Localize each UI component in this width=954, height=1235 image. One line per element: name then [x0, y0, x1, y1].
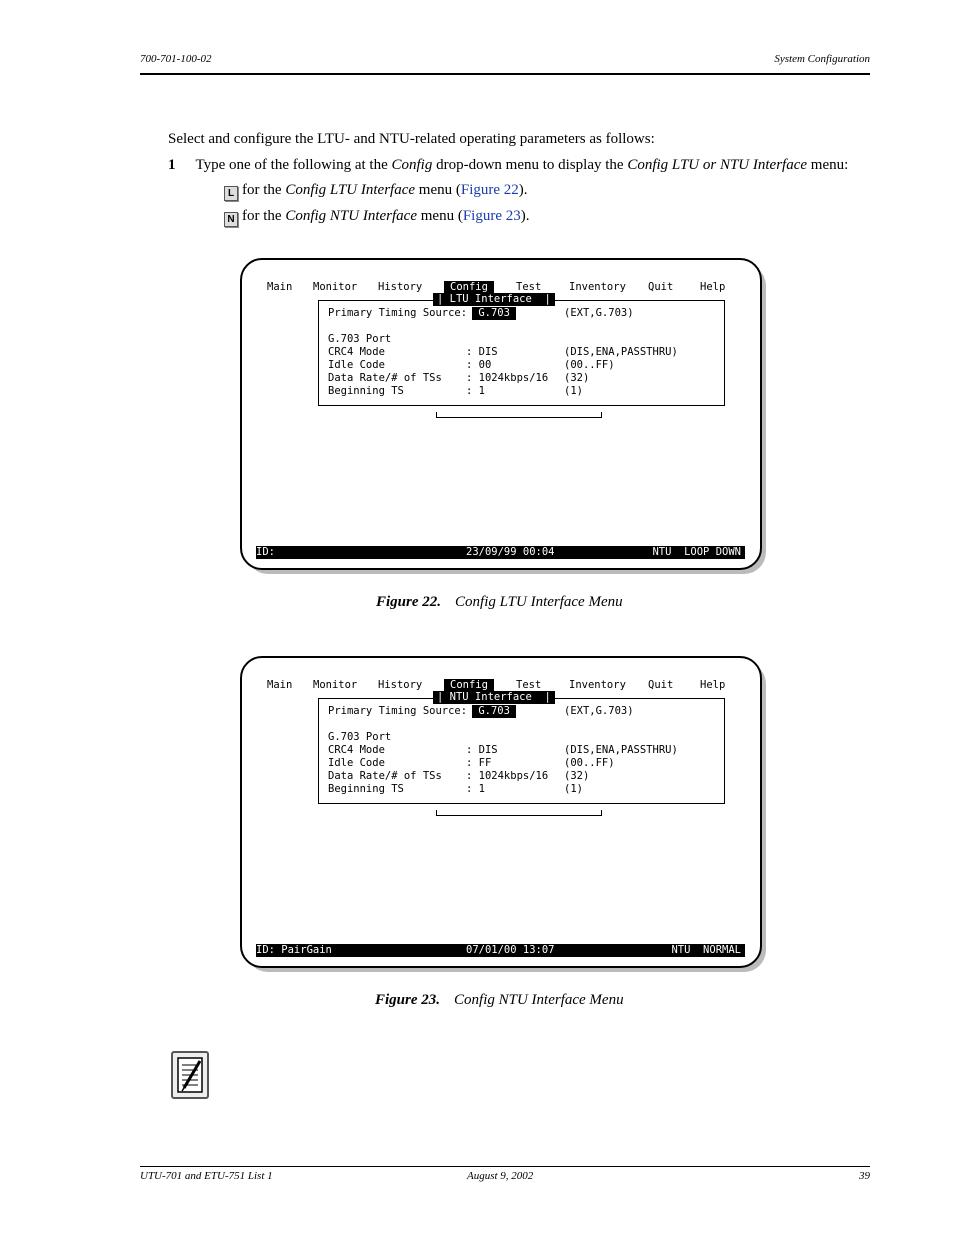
- intro-paragraph: Select and configure the LTU- and NTU-related operating parameters as follows:: [168, 131, 655, 147]
- field-value[interactable]: : 00: [466, 359, 492, 371]
- status-id: ID: PairGain: [256, 944, 332, 956]
- field-label: Idle Code: [328, 757, 385, 769]
- step-1: 1 Type one of the following at the Config drop-down menu to display the Config LTU or NTU Interface menu:: [168, 157, 849, 173]
- field-range: (32): [564, 770, 590, 782]
- figure-22-link[interactable]: Figure 22: [460, 182, 519, 198]
- section-title: System Configuration: [774, 53, 870, 65]
- field-range: (1): [564, 783, 583, 795]
- field-label: Data Rate/# of TSs: [328, 372, 442, 384]
- note-pencil-icon: [171, 1051, 209, 1099]
- field-label: Beginning TS: [328, 385, 404, 397]
- menu-test[interactable]: Test: [516, 281, 542, 293]
- port-title: G.703 Port: [328, 731, 392, 743]
- submenu-title: | NTU Interface |: [433, 691, 555, 704]
- submenu-title: | LTU Interface |: [433, 293, 555, 306]
- menu-inventory[interactable]: Inventory: [569, 281, 626, 293]
- menu-main[interactable]: Main: [267, 679, 293, 691]
- header-rule: [140, 73, 870, 75]
- menu-monitor[interactable]: Monitor: [313, 679, 358, 691]
- field-value[interactable]: : 1: [466, 783, 485, 795]
- field-value[interactable]: : 1024kbps/16: [466, 770, 549, 782]
- menu-help[interactable]: Help: [700, 679, 726, 691]
- menu-history[interactable]: History: [378, 679, 423, 691]
- menu-quit[interactable]: Quit: [648, 281, 674, 293]
- key-l-icon: L: [224, 186, 238, 201]
- menu-test[interactable]: Test: [516, 679, 542, 691]
- step-number: 1: [168, 157, 176, 173]
- field-label: Idle Code: [328, 359, 385, 371]
- terminal-screen-ntu: [240, 656, 762, 966]
- bullet-ltu: L for the Config LTU Interface menu (Figure 22).: [224, 181, 528, 201]
- footer-product: UTU-701 and ETU-751 List 1: [140, 1170, 273, 1182]
- field-range: (DIS,ENA,PASSTHRU): [564, 744, 678, 756]
- field-label: Beginning TS: [328, 783, 404, 795]
- status-timestamp: 23/09/99 00:04: [466, 546, 555, 558]
- field-value[interactable]: : FF: [466, 757, 492, 769]
- menu-help[interactable]: Help: [700, 281, 726, 293]
- timing-source-field[interactable]: G.703: [472, 705, 517, 717]
- figure-22-caption: Figure 22. Config LTU Interface Menu: [376, 594, 623, 610]
- timing-source-label: Primary Timing Source:: [328, 307, 468, 319]
- field-label: CRC4 Mode: [328, 346, 385, 358]
- status-bar: [256, 546, 745, 559]
- menu-config[interactable]: Config: [444, 679, 494, 692]
- status-state: NTU LOOP DOWN: [652, 546, 741, 558]
- timing-source-range: (EXT,G.703): [564, 307, 634, 319]
- menu-history[interactable]: History: [378, 281, 423, 293]
- status-timestamp: 07/01/00 13:07: [466, 944, 555, 956]
- menu-monitor[interactable]: Monitor: [313, 281, 358, 293]
- status-bar: [256, 944, 745, 957]
- timing-source-label: Primary Timing Source:: [328, 705, 468, 717]
- menu-inventory[interactable]: Inventory: [569, 679, 626, 691]
- field-value[interactable]: : DIS: [466, 744, 498, 756]
- timing-source-field[interactable]: G.703: [472, 307, 517, 319]
- figure-23-caption: Figure 23. Config NTU Interface Menu: [375, 992, 624, 1008]
- menu-config[interactable]: Config: [444, 281, 494, 294]
- port-title: G.703 Port: [328, 333, 392, 345]
- field-value[interactable]: : DIS: [466, 346, 498, 358]
- field-range: (32): [564, 372, 590, 384]
- status-id: ID:: [256, 546, 275, 558]
- field-range: (00..FF): [564, 757, 615, 769]
- scroll-bracket: [436, 810, 602, 816]
- footer-rule: [140, 1166, 870, 1167]
- footer-date: August 9, 2002: [467, 1170, 534, 1182]
- field-range: (DIS,ENA,PASSTHRU): [564, 346, 678, 358]
- field-range: (1): [564, 385, 583, 397]
- field-value[interactable]: : 1: [466, 385, 485, 397]
- menu-main[interactable]: Main: [267, 281, 293, 293]
- terminal-screen-ltu: [240, 258, 762, 568]
- field-label: Data Rate/# of TSs: [328, 770, 442, 782]
- status-state: NTU NORMAL: [671, 944, 741, 956]
- key-n-icon: N: [224, 212, 238, 227]
- bullet-ntu: N for the Config NTU Interface menu (Figure 23).: [224, 207, 530, 227]
- figure-23-link[interactable]: Figure 23: [462, 208, 521, 224]
- timing-source-range: (EXT,G.703): [564, 705, 634, 717]
- field-range: (00..FF): [564, 359, 615, 371]
- menu-quit[interactable]: Quit: [648, 679, 674, 691]
- field-value[interactable]: : 1024kbps/16: [466, 372, 549, 384]
- page-number: 39: [859, 1170, 870, 1182]
- doc-number: 700-701-100-02: [140, 53, 212, 65]
- field-label: CRC4 Mode: [328, 744, 385, 756]
- scroll-bracket: [436, 412, 602, 418]
